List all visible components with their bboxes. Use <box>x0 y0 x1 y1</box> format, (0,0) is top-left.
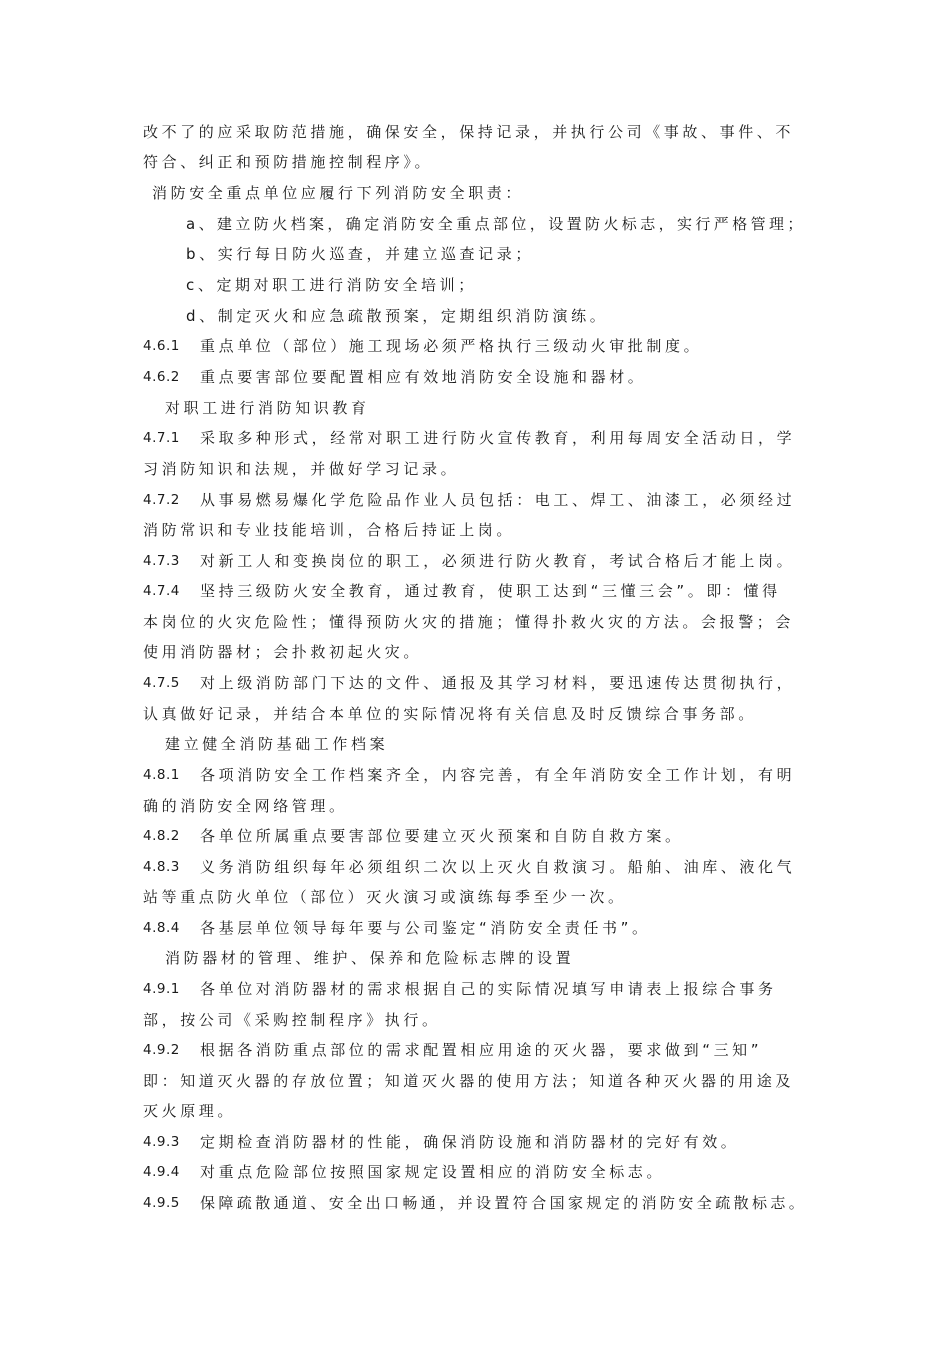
clause-number: 4.7.3 <box>143 553 180 569</box>
clause-text: 定期检查消防器材的性能，确保消防设施和消防器材的完好有效。 <box>200 1133 740 1151</box>
paragraph-line: 确的消防安全网络管理。 <box>143 797 348 815</box>
clause-number: 4.6.2 <box>143 369 180 385</box>
clause-number: 4.6.1 <box>143 338 180 354</box>
paragraph-line: 习消防知识和法规，并做好学习记录。 <box>143 460 460 478</box>
clause-text: 重点要害部位要配置相应有效地消防安全设施和器材。 <box>200 368 647 386</box>
paragraph-line: 部，按公司《采购控制程序》执行。 <box>143 1011 441 1029</box>
clause-text: 各单位对消防器材的需求根据自己的实际情况填写申请表上报综合事务 <box>200 980 777 998</box>
clause-text: 对上级消防部门下达的文件、通报及其学习材料，要迅速传达贯彻执行， <box>200 674 796 692</box>
clause-text: 各项消防安全工作档案齐全，内容完善，有全年消防安全工作计划，有明 <box>200 766 796 784</box>
clause-text: 各单位所属重点要害部位要建立灭火预案和自防自救方案。 <box>200 827 684 845</box>
clause-number: 4.9.1 <box>143 981 180 997</box>
clause-text: 对重点危险部位按照国家规定设置相应的消防安全标志。 <box>200 1163 666 1181</box>
clause-text: 坚持三级防火安全教育，通过教育，使职工达到“三懂三会”。即：懂得 <box>200 582 781 600</box>
clause-text: 对新工人和变换岗位的职工，必须进行防火教育，考试合格后才能上岗。 <box>200 552 796 570</box>
clause-text: 重点单位（部位）施工现场必须严格执行三级动火审批制度。 <box>200 337 703 355</box>
clause-number: 4.7.1 <box>143 430 180 446</box>
clause-text: 各基层单位领导每年要与公司鉴定“消防安全责任书”。 <box>200 919 651 937</box>
list-item-d: d、制定灭火和应急疏散预案，定期组织消防演练。 <box>186 307 609 325</box>
clause-number: 4.9.2 <box>143 1042 180 1058</box>
clause-text: 采取多种形式，经常对职工进行防火宣传教育，利用每周安全活动日，学 <box>200 429 796 447</box>
paragraph-line: 灭火原理。 <box>143 1102 237 1120</box>
paragraph-line: 认真做好记录，并结合本单位的实际情况将有关信息及时反馈综合事务部。 <box>143 705 757 723</box>
paragraph-line: 消防安全重点单位应履行下列消防安全职责： <box>152 184 525 202</box>
section-heading: 对职工进行消防知识教育 <box>165 399 370 417</box>
clause-number: 4.7.2 <box>143 492 180 508</box>
paragraph-line: 改不了的应采取防范措施，确保安全，保持记录，并执行公司《事故、事件、不 <box>143 123 795 141</box>
paragraph-line: 本岗位的火灾危险性；懂得预防火灾的措施；懂得扑救火灾的方法。会报警；会 <box>143 613 795 631</box>
paragraph-line: 消防常识和专业技能培训，合格后持证上岗。 <box>143 521 516 539</box>
clause-number: 4.8.3 <box>143 859 180 875</box>
paragraph-line: 使用消防器材；会扑救初起火灾。 <box>143 643 423 661</box>
clause-number: 4.8.4 <box>143 920 180 936</box>
list-item-b: b、实行每日防火巡查，并建立巡查记录； <box>186 245 534 263</box>
clause-number: 4.9.3 <box>143 1134 180 1150</box>
clause-number: 4.7.5 <box>143 675 180 691</box>
clause-text: 义务消防组织每年必须组织二次以上灭火自救演习。船舶、油库、液化气 <box>200 858 796 876</box>
list-item-a: a、建立防火档案，确定消防安全重点部位，设置防火标志，实行严格管理； <box>186 215 806 233</box>
list-item-c: c、定期对职工进行消防安全培训； <box>186 276 477 294</box>
paragraph-line: 站等重点防火单位（部位）灭火演习或演练每季至少一次。 <box>143 888 627 906</box>
clause-text: 保障疏散通道、安全出口畅通，并设置符合国家规定的消防安全疏散标志。 <box>200 1194 808 1212</box>
clause-text: 从事易燃易爆化学危险品作业人员包括：电工、焊工、油漆工，必须经过 <box>200 491 796 509</box>
clause-number: 4.8.2 <box>143 828 180 844</box>
clause-number: 4.7.4 <box>143 583 180 599</box>
clause-number: 4.8.1 <box>143 767 180 783</box>
paragraph-line: 符合、纠正和预防措施控制程序》。 <box>143 153 434 171</box>
clause-text: 根据各消防重点部位的需求配置相应用途的灭火器，要求做到“三知” <box>200 1041 763 1059</box>
clause-number: 4.9.4 <box>143 1164 180 1180</box>
paragraph-line: 即：知道灭火器的存放位置；知道灭火器的使用方法；知道各种灭火器的用途及 <box>143 1072 795 1090</box>
section-heading: 消防器材的管理、维护、保养和危险标志牌的设置 <box>165 949 575 967</box>
clause-number: 4.9.5 <box>143 1195 180 1211</box>
section-heading: 建立健全消防基础工作档案 <box>165 735 389 753</box>
